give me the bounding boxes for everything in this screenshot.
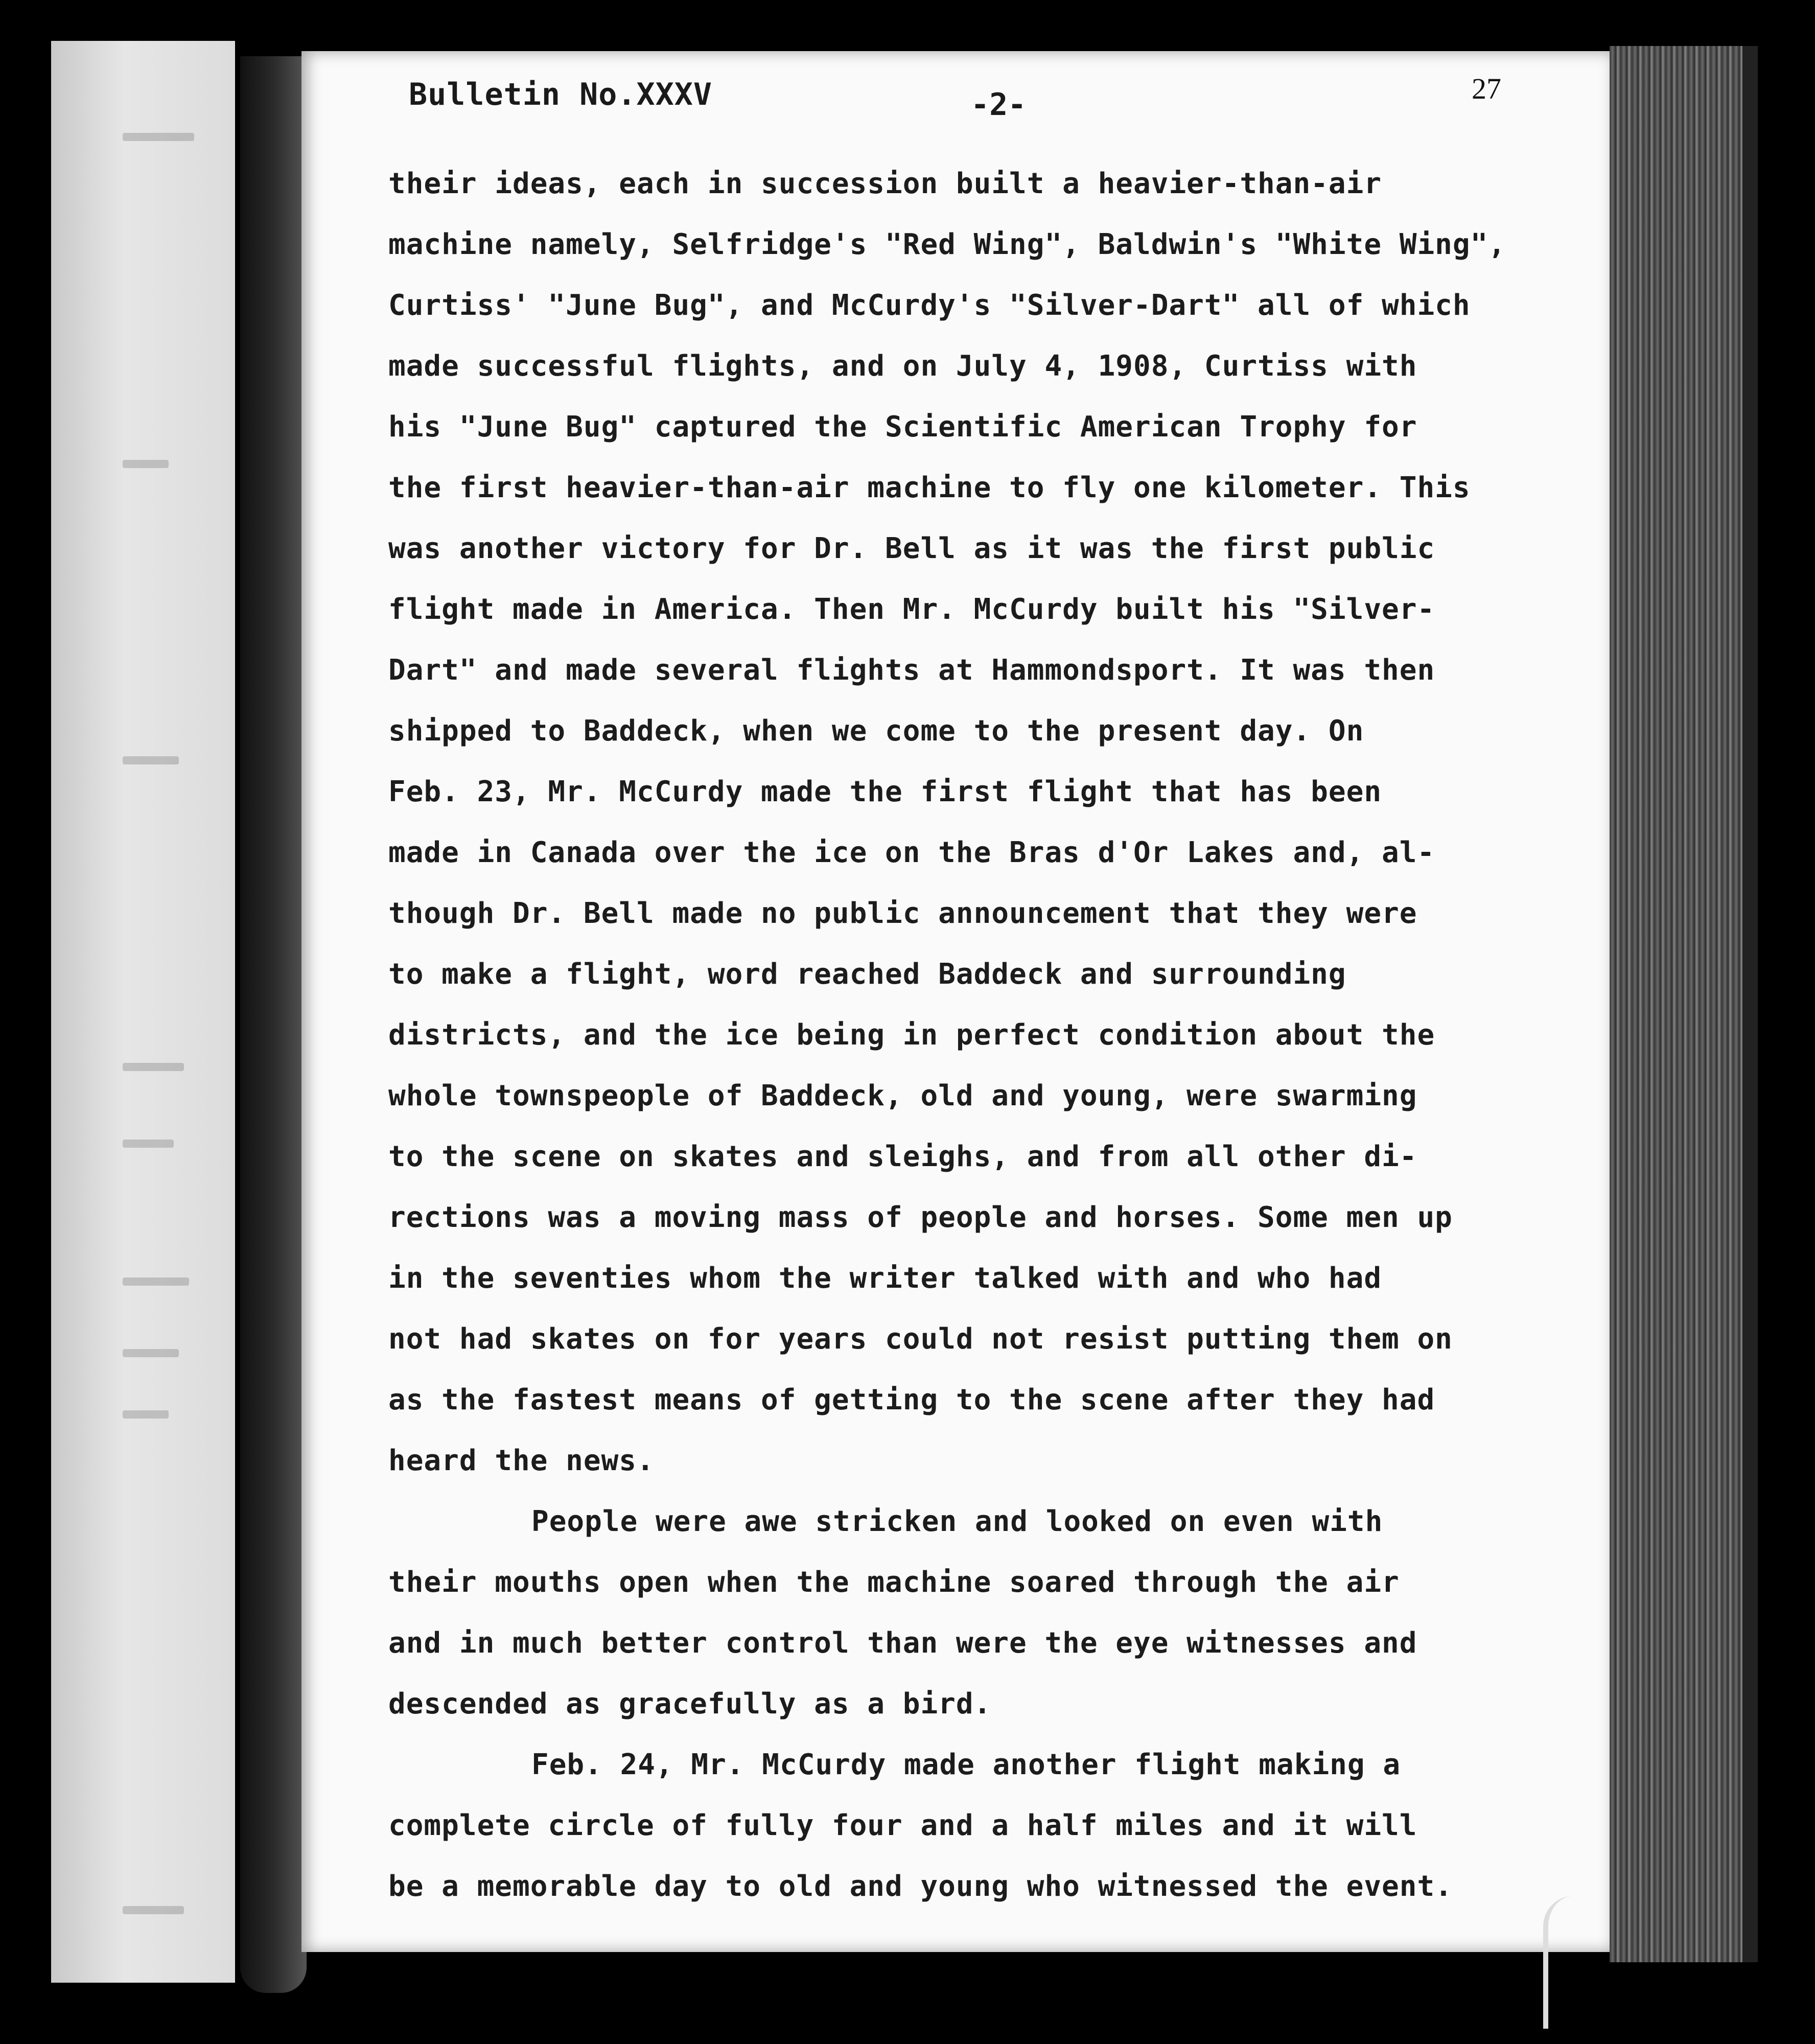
text-line: their mouths open when the machine soared through the air — [388, 1566, 1400, 1599]
typed-text-body — [388, 153, 1512, 1917]
bleed-through-mark — [123, 460, 169, 468]
bleed-through-mark — [123, 1063, 184, 1071]
page-clip — [1543, 1896, 1604, 2029]
text-line: rections was a moving mass of people and horses. Some men up — [388, 1201, 1453, 1234]
text-line: Dart" and made several flights at Hammondsport. It was then — [388, 654, 1435, 687]
page-edges-shadow — [1742, 46, 1758, 1962]
text-line: Feb. 24, Mr. McCurdy made another flight making a — [531, 1748, 1401, 1781]
text-line: their ideas, each in succession built a heavier-than-air — [388, 167, 1382, 200]
text-line: in the seventies whom the writer talked with and who had — [388, 1262, 1382, 1295]
text-line: not had skates on for years could not resist putting them on — [388, 1322, 1453, 1356]
text-line: heard the news. — [388, 1444, 655, 1477]
bleed-through-mark — [123, 1349, 179, 1357]
text-line: the first heavier-than-air machine to fly one kilometer. This — [388, 471, 1471, 504]
text-line: be a memorable day to old and young who witnessed the event. — [388, 1870, 1453, 1903]
page-edges — [1610, 46, 1742, 1962]
bleed-through-mark — [123, 1906, 184, 1914]
sheet-number: -2- — [971, 87, 1027, 123]
text-line: Curtiss' "June Bug", and McCurdy's "Silver-Dart" all of which — [388, 289, 1471, 322]
text-line: Feb. 23, Mr. McCurdy made the first flight that has been — [388, 775, 1382, 808]
text-line: made successful flights, and on July 4, 1908, Curtiss with — [388, 350, 1417, 383]
text-line: his "June Bug" captured the Scientific American Trophy for — [388, 410, 1417, 444]
text-line: descended as gracefully as a bird. — [388, 1687, 992, 1721]
text-line: shipped to Baddeck, when we come to the present day. On — [388, 714, 1364, 748]
bleed-through-mark — [123, 756, 179, 764]
text-line: and in much better control than were the eye witnesses and — [388, 1627, 1417, 1660]
page-number: 27 — [1472, 72, 1501, 105]
bleed-through-mark — [123, 1410, 169, 1419]
bleed-through-mark — [123, 1278, 189, 1286]
text-line: flight made in America. Then Mr. McCurdy built his "Silver- — [388, 593, 1435, 626]
text-line: machine namely, Selfridge's "Red Wing", Baldwin's "White Wing", — [388, 228, 1506, 261]
bleed-through-mark — [123, 1140, 174, 1148]
text-line: People were awe stricken and looked on even with — [531, 1505, 1383, 1538]
text-line: to the scene on skates and sleighs, and from all other di- — [388, 1140, 1417, 1173]
book-gutter — [240, 56, 307, 1993]
text-line: made in Canada over the ice on the Bras d'Or Lakes and, al- — [388, 836, 1435, 869]
text-line: to make a flight, word reached Baddeck and surrounding — [388, 958, 1346, 991]
text-line: complete circle of fully four and a half miles and it will — [388, 1809, 1417, 1842]
bulletin-heading: Bulletin No.XXXV — [409, 77, 712, 112]
bleed-through-mark — [123, 133, 194, 141]
text-line: though Dr. Bell made no public announcement that they were — [388, 897, 1417, 930]
text-line: districts, and the ice being in perfect condition about the — [388, 1018, 1435, 1052]
text-line: was another victory for Dr. Bell as it was the first public — [388, 532, 1435, 565]
text-line: whole townspeople of Baddeck, old and young, were swarming — [388, 1079, 1417, 1112]
facing-page — [51, 41, 235, 1983]
text-line: as the fastest means of getting to the scene after they had — [388, 1383, 1435, 1416]
